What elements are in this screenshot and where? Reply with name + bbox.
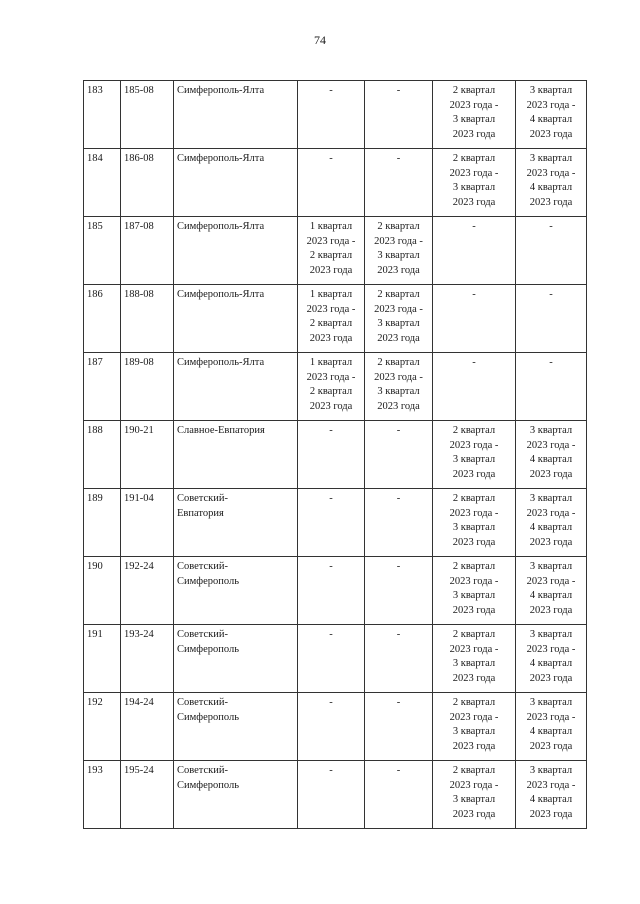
cell-line: 2 квартал	[309, 250, 353, 261]
cell-line: 3 квартал	[452, 726, 496, 737]
cell-line: -	[549, 357, 553, 368]
schedule-table	[83, 80, 587, 829]
period-3-cell	[433, 693, 516, 761]
cell-line: 1 квартал	[309, 221, 353, 232]
cell-line: 2023 года -	[306, 235, 356, 247]
cell-line: 2023 года -	[526, 643, 576, 655]
route-code-cell: 195-24	[121, 761, 174, 829]
route-code-cell: 189-08	[121, 353, 174, 421]
cell-line: 2023 года -	[449, 575, 499, 587]
cell-line: -	[472, 357, 476, 368]
cell-line: 2023 года -	[526, 779, 576, 791]
cell-line: 3 квартал	[377, 318, 420, 329]
cell-line: -	[396, 493, 401, 504]
cell-line: 2 квартал	[377, 289, 420, 300]
period-3-cell	[433, 557, 516, 625]
period-1-cell	[298, 217, 365, 285]
cell-line: 2023 года	[452, 672, 496, 684]
cell-line: Советский-	[177, 629, 229, 640]
period-1-cell	[298, 285, 365, 353]
route-code-cell: 194-24	[121, 693, 174, 761]
route-code-cell: 186-08	[121, 149, 174, 217]
cell-line: -	[472, 289, 476, 300]
cell-line: -	[549, 221, 553, 232]
cell-line: 3 квартал	[529, 765, 573, 776]
cell-line: 2023 года -	[449, 439, 499, 451]
cell-line: 4 квартал	[529, 658, 573, 669]
period-4-cell	[516, 149, 587, 217]
route-name-cell	[174, 149, 298, 217]
cell-line: 3 квартал	[452, 182, 496, 193]
cell-line: Симферополь	[177, 643, 239, 655]
row-number-cell: 192	[84, 693, 121, 761]
cell-line: 2023 года	[452, 808, 496, 820]
cell-line: 2023 года	[452, 740, 496, 752]
period-2-cell	[365, 285, 433, 353]
period-1-cell	[298, 625, 365, 693]
route-name-cell	[174, 625, 298, 693]
cell-line: 2023 года -	[526, 575, 576, 587]
page-number: 74	[314, 33, 326, 47]
period-2-cell	[365, 421, 433, 489]
period-4-cell	[516, 489, 587, 557]
period-4-cell	[516, 81, 587, 149]
cell-line: Симферополь	[177, 575, 239, 587]
cell-line: -	[396, 561, 401, 572]
cell-line: 2023 года	[377, 332, 420, 344]
cell-line: 4 квартал	[529, 726, 573, 737]
cell-line: 2023 года	[452, 536, 496, 548]
table-body	[84, 81, 587, 829]
period-4-cell	[516, 285, 587, 353]
period-1-cell	[298, 489, 365, 557]
period-1-cell	[298, 421, 365, 489]
period-3-cell	[433, 625, 516, 693]
period-4-cell	[516, 557, 587, 625]
period-1-cell	[298, 81, 365, 149]
cell-line: Симферополь-Ялта	[177, 85, 265, 96]
cell-line: 2023 года -	[449, 507, 499, 519]
cell-line: -	[396, 629, 401, 640]
period-2-cell	[365, 761, 433, 829]
cell-line: 2023 года	[309, 332, 353, 344]
cell-line: 2023 года	[377, 264, 420, 276]
period-3-cell	[433, 353, 516, 421]
cell-line: 2023 года -	[374, 371, 423, 383]
cell-line: 2 квартал	[377, 357, 420, 368]
cell-line: 2023 года -	[449, 643, 499, 655]
cell-line: 2023 года	[309, 400, 353, 412]
cell-line: 2 квартал	[452, 425, 496, 436]
cell-line: 2023 года	[452, 128, 496, 140]
cell-line: 2023 года	[529, 128, 573, 140]
cell-line: 1 квартал	[309, 289, 353, 300]
cell-line: 2023 года	[529, 536, 573, 548]
table-row	[84, 217, 587, 285]
cell-line: 3 квартал	[452, 590, 496, 601]
cell-line: 2023 года	[529, 808, 573, 820]
route-code-cell: 193-24	[121, 625, 174, 693]
cell-line: 2023 года -	[374, 303, 423, 315]
cell-line: 2023 года -	[306, 303, 356, 315]
cell-line: 4 квартал	[529, 794, 573, 805]
cell-line: 3 квартал	[529, 85, 573, 96]
row-number-cell: 187	[84, 353, 121, 421]
table-row	[84, 557, 587, 625]
cell-line: 2023 года -	[449, 167, 499, 179]
cell-line: -	[329, 85, 333, 96]
period-1-cell	[298, 149, 365, 217]
cell-line: 2 квартал	[452, 493, 496, 504]
period-3-cell	[433, 81, 516, 149]
cell-line: 4 квартал	[529, 590, 573, 601]
period-3-cell	[433, 489, 516, 557]
route-code-cell: 187-08	[121, 217, 174, 285]
period-2-cell	[365, 217, 433, 285]
period-3-cell	[433, 285, 516, 353]
cell-line: 2023 года	[377, 400, 420, 412]
cell-line: -	[329, 629, 333, 640]
cell-line: Славное-Евпатория	[177, 425, 265, 436]
cell-line: 2 квартал	[452, 561, 496, 572]
route-name-cell	[174, 285, 298, 353]
row-number-cell: 186	[84, 285, 121, 353]
cell-line: 3 квартал	[452, 114, 496, 125]
cell-line: -	[329, 561, 333, 572]
period-1-cell	[298, 557, 365, 625]
cell-line: -	[396, 425, 401, 436]
cell-line: 2023 года -	[526, 439, 576, 451]
cell-line: -	[329, 493, 333, 504]
table-row	[84, 149, 587, 217]
cell-line: 1 квартал	[309, 357, 353, 368]
cell-line: 2 квартал	[309, 386, 353, 397]
cell-line: 2 квартал	[309, 318, 353, 329]
cell-line: 2023 года	[309, 264, 353, 276]
route-name-cell	[174, 421, 298, 489]
route-code-cell: 192-24	[121, 557, 174, 625]
cell-line: Евпатория	[177, 507, 224, 519]
cell-line: 2023 года -	[449, 779, 499, 791]
cell-line: 2023 года	[529, 740, 573, 752]
cell-line: 2023 года -	[374, 235, 423, 247]
cell-line: 2 квартал	[377, 221, 420, 232]
period-4-cell	[516, 421, 587, 489]
cell-line: -	[396, 153, 401, 164]
cell-line: 2 квартал	[452, 629, 496, 640]
row-number-cell: 183	[84, 81, 121, 149]
cell-line: 4 квартал	[529, 114, 573, 125]
table-row	[84, 285, 587, 353]
cell-line: 3 квартал	[529, 425, 573, 436]
cell-line: Симферополь	[177, 779, 239, 791]
period-3-cell	[433, 421, 516, 489]
cell-line: 2023 года -	[526, 99, 576, 111]
cell-line: 3 квартал	[452, 658, 496, 669]
cell-line: -	[396, 85, 401, 96]
cell-line: 4 квартал	[529, 522, 573, 533]
row-number-cell: 193	[84, 761, 121, 829]
cell-line: 2 квартал	[452, 697, 496, 708]
cell-line: -	[329, 765, 333, 776]
cell-line: 2023 года	[529, 604, 573, 616]
row-number-cell: 190	[84, 557, 121, 625]
cell-line: 2023 года -	[449, 99, 499, 111]
period-4-cell	[516, 217, 587, 285]
cell-line: 2023 года	[529, 672, 573, 684]
period-2-cell	[365, 625, 433, 693]
period-4-cell	[516, 761, 587, 829]
route-code-cell: 185-08	[121, 81, 174, 149]
cell-line: 3 квартал	[452, 794, 496, 805]
cell-line: Симферополь-Ялта	[177, 289, 265, 300]
cell-line: Симферополь-Ялта	[177, 153, 265, 164]
row-number-cell: 184	[84, 149, 121, 217]
route-name-cell	[174, 489, 298, 557]
cell-line: Симферополь-Ялта	[177, 357, 265, 368]
cell-line: 3 квартал	[377, 250, 420, 261]
row-number-cell: 191	[84, 625, 121, 693]
cell-line: 2 квартал	[452, 85, 496, 96]
period-2-cell	[365, 557, 433, 625]
cell-line: 4 квартал	[529, 454, 573, 465]
period-2-cell	[365, 489, 433, 557]
period-4-cell	[516, 625, 587, 693]
cell-line: 4 квартал	[529, 182, 573, 193]
cell-line: Симферополь	[177, 711, 239, 723]
route-code-cell: 191-04	[121, 489, 174, 557]
period-2-cell	[365, 81, 433, 149]
cell-line: 2023 года	[452, 604, 496, 616]
cell-line: 2023 года -	[306, 371, 356, 383]
table-row	[84, 353, 587, 421]
cell-line: 3 квартал	[529, 629, 573, 640]
cell-line: Советский-	[177, 493, 229, 504]
cell-line: Советский-	[177, 697, 229, 708]
cell-line: 2 квартал	[452, 765, 496, 776]
period-3-cell	[433, 761, 516, 829]
route-code-cell: 188-08	[121, 285, 174, 353]
cell-line: 2 квартал	[452, 153, 496, 164]
row-number-cell: 189	[84, 489, 121, 557]
table-row	[84, 693, 587, 761]
route-name-cell	[174, 81, 298, 149]
table-row	[84, 625, 587, 693]
cell-line: 2023 года	[452, 196, 496, 208]
route-name-cell	[174, 557, 298, 625]
table-row	[84, 761, 587, 829]
row-number-cell: 188	[84, 421, 121, 489]
cell-line: 2023 года -	[526, 507, 576, 519]
cell-line: 2023 года -	[449, 711, 499, 723]
cell-line: 3 квартал	[529, 697, 573, 708]
period-3-cell	[433, 217, 516, 285]
table-row	[84, 81, 587, 149]
cell-line: 3 квартал	[529, 493, 573, 504]
cell-line: -	[329, 153, 333, 164]
cell-line: -	[329, 425, 333, 436]
period-2-cell	[365, 353, 433, 421]
cell-line: 2023 года -	[526, 167, 576, 179]
cell-line: 3 квартал	[452, 454, 496, 465]
cell-line: Советский-	[177, 561, 229, 572]
cell-line: -	[329, 697, 333, 708]
cell-line: 3 квартал	[452, 522, 496, 533]
cell-line: -	[549, 289, 553, 300]
cell-line: 3 квартал	[377, 386, 420, 397]
period-1-cell	[298, 353, 365, 421]
cell-line: -	[396, 697, 401, 708]
cell-line: 2023 года	[452, 468, 496, 480]
cell-line: 3 квартал	[529, 153, 573, 164]
route-name-cell	[174, 693, 298, 761]
cell-line: 2023 года	[529, 196, 573, 208]
cell-line: 2023 года -	[526, 711, 576, 723]
period-1-cell	[298, 693, 365, 761]
period-4-cell	[516, 353, 587, 421]
table-row	[84, 421, 587, 489]
cell-line: Советский-	[177, 765, 229, 776]
period-4-cell	[516, 693, 587, 761]
route-code-cell: 190-21	[121, 421, 174, 489]
cell-line: -	[396, 765, 401, 776]
period-3-cell	[433, 149, 516, 217]
row-number-cell: 185	[84, 217, 121, 285]
cell-line: 2023 года	[529, 468, 573, 480]
route-name-cell	[174, 761, 298, 829]
route-name-cell	[174, 217, 298, 285]
period-1-cell	[298, 761, 365, 829]
period-2-cell	[365, 693, 433, 761]
route-name-cell	[174, 353, 298, 421]
period-2-cell	[365, 149, 433, 217]
cell-line: Симферополь-Ялта	[177, 221, 265, 232]
cell-line: -	[472, 221, 476, 232]
table-row	[84, 489, 587, 557]
cell-line: 3 квартал	[529, 561, 573, 572]
